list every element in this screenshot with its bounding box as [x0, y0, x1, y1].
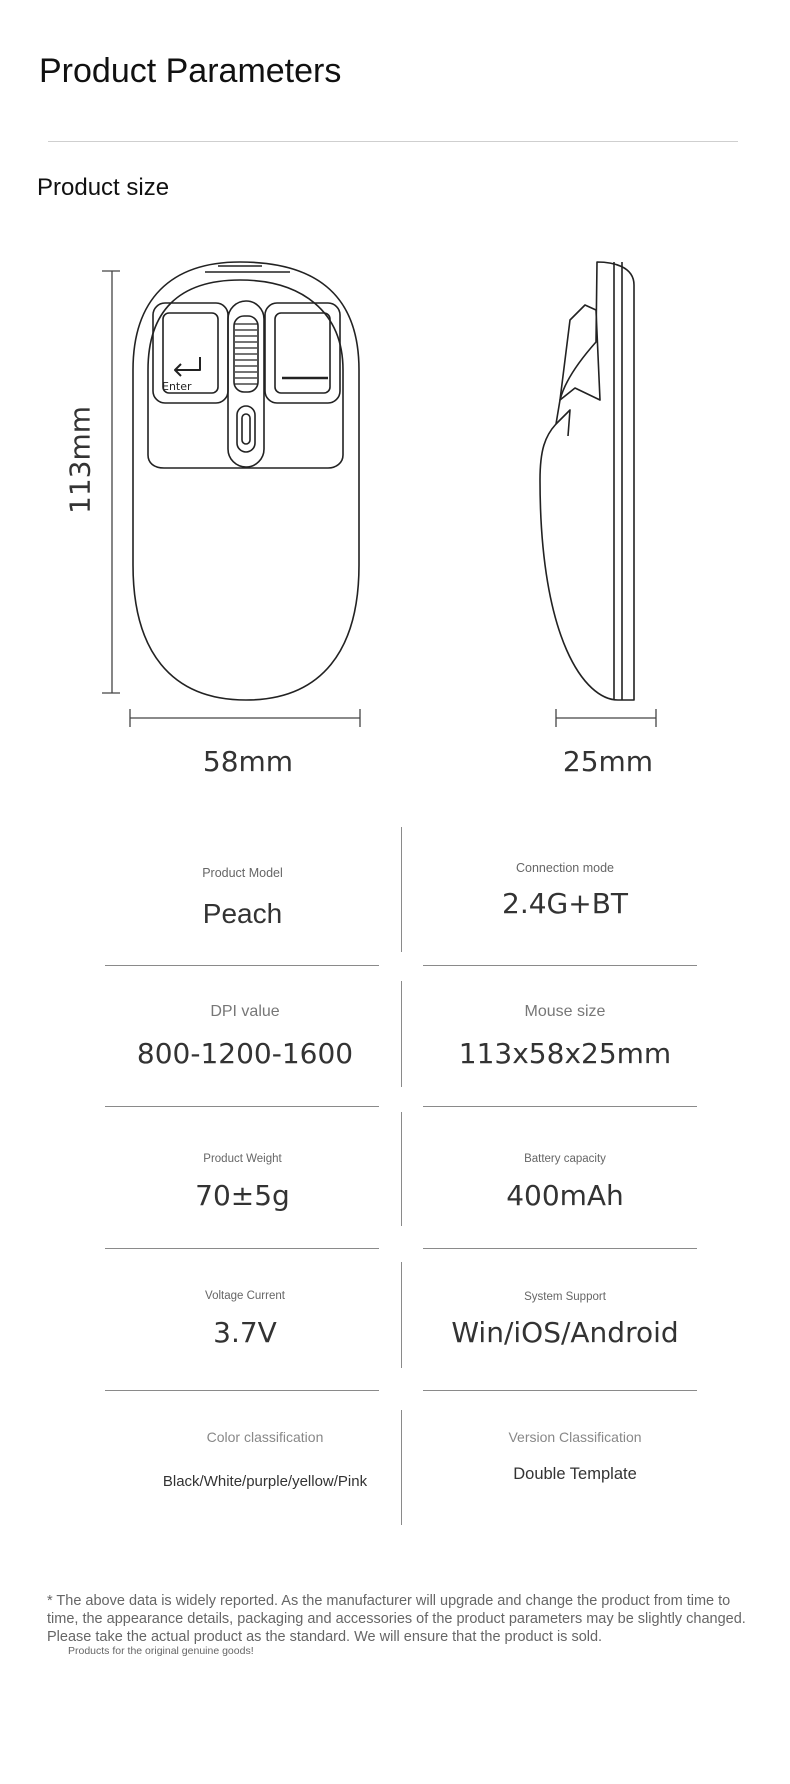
- param-dpi: [105, 1003, 385, 1070]
- column-divider: [401, 981, 402, 1087]
- param-value: Double Template: [513, 1465, 637, 1483]
- param-version: [440, 1429, 710, 1484]
- column-divider: [401, 1410, 402, 1525]
- param-mouse-size: [430, 1003, 700, 1070]
- param-value: Black/White/purple/yellow/Pink: [162, 1473, 368, 1490]
- column-divider: [401, 1262, 402, 1368]
- param-label: Color classification: [206, 1429, 324, 1445]
- param-product-model: [105, 866, 380, 930]
- section-title: Product size: [37, 174, 170, 201]
- param-value: 2.4G+BT: [502, 887, 628, 920]
- param-label: Version Classification: [508, 1429, 642, 1445]
- row-divider: [105, 1390, 379, 1391]
- param-voltage: [105, 1290, 385, 1349]
- row-divider: [105, 1248, 379, 1249]
- param-weight: [105, 1153, 380, 1212]
- param-system-support: [430, 1291, 700, 1349]
- param-battery: [430, 1153, 700, 1212]
- param-value: 800-1200-1600: [136, 1037, 354, 1070]
- param-value: 70±5g: [195, 1179, 290, 1212]
- param-value: 3.7V: [213, 1316, 277, 1349]
- row-divider: [105, 965, 379, 966]
- height-dimension: 113mm: [63, 406, 97, 514]
- width-dimension: 58mm: [202, 745, 294, 778]
- param-label: Voltage Current: [205, 1290, 285, 1302]
- param-value: 400mAh: [506, 1179, 624, 1212]
- disclaimer-text: * The above data is widely reported. As the manufacturer will upgrade and change the product from time to time, the appearance details, packaging and accessories of the product parameters may be slightly changed. Please take the actual product as the standard. We will ensure that the product is sold.: [47, 1593, 746, 1645]
- param-value: Peach: [202, 898, 283, 929]
- param-value: Win/iOS/Android: [451, 1316, 679, 1349]
- param-label: Connection mode: [516, 861, 614, 875]
- column-divider: [401, 1112, 402, 1226]
- param-connection-mode: [430, 861, 700, 920]
- row-divider: [423, 965, 697, 966]
- param-label: System Support: [524, 1291, 606, 1303]
- param-label: Product Model: [202, 866, 283, 880]
- param-label: Product Weight: [203, 1153, 282, 1165]
- param-value: 113x58x25mm: [458, 1037, 672, 1070]
- row-divider: [423, 1390, 697, 1391]
- row-divider: [105, 1106, 379, 1107]
- depth-dimension: 25mm: [562, 745, 654, 778]
- param-label: Mouse size: [524, 1003, 606, 1020]
- genuine-note: Products for the original genuine goods!: [68, 1645, 254, 1657]
- param-color: [105, 1429, 425, 1490]
- page-title: Product Parameters: [39, 52, 342, 90]
- param-label: Battery capacity: [524, 1153, 606, 1165]
- param-label: DPI value: [210, 1003, 280, 1020]
- row-divider: [423, 1248, 697, 1249]
- column-divider: [401, 827, 402, 952]
- enter-key-label: Enter: [162, 380, 192, 393]
- row-divider: [423, 1106, 697, 1107]
